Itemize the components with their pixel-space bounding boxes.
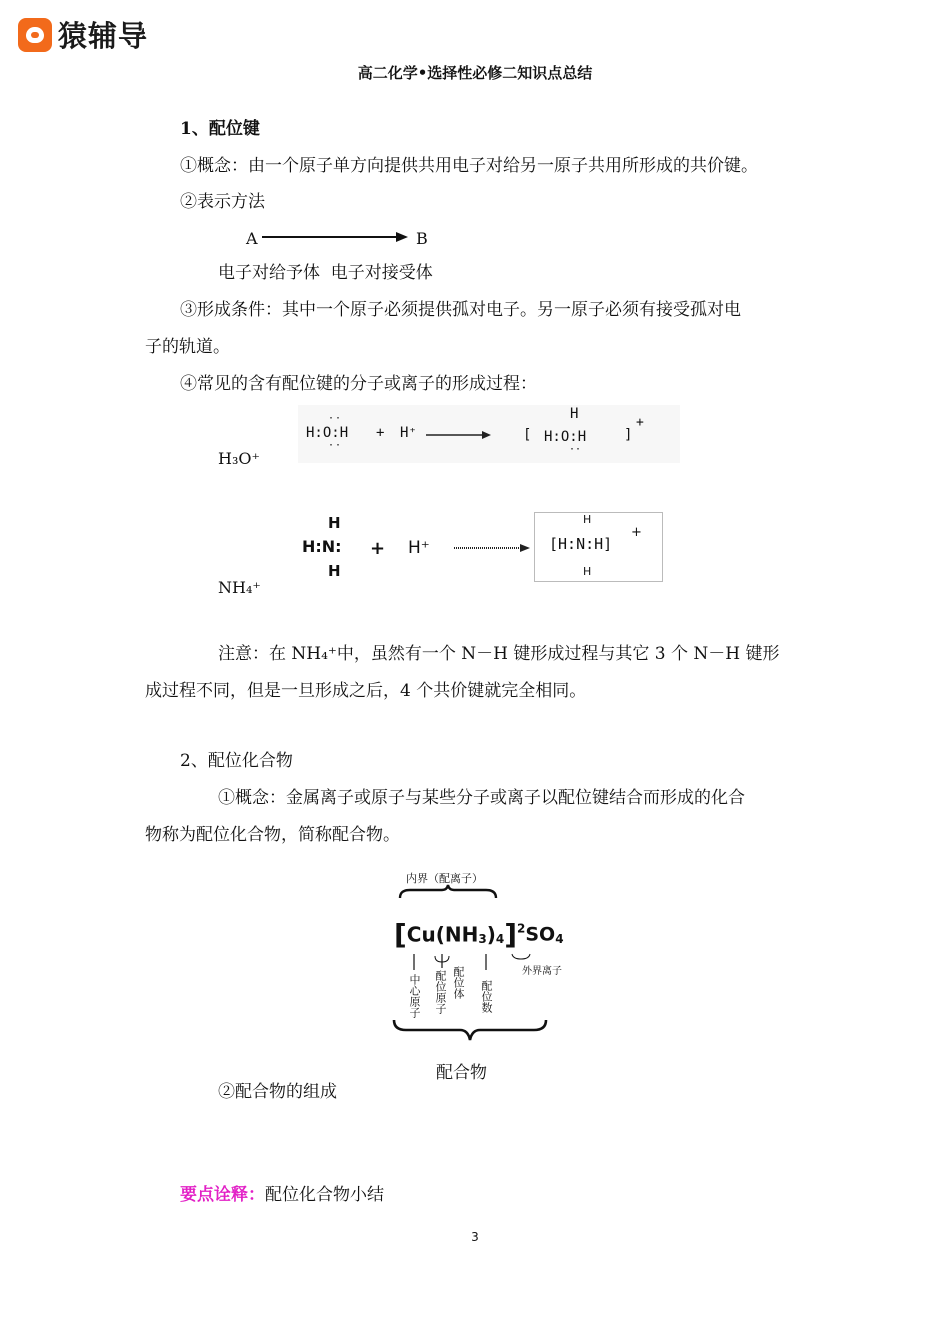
formula-bracket-close: ] (504, 918, 517, 951)
nh4-product: [H:N:H] (549, 535, 613, 553)
formula-charge: 2 (517, 921, 526, 936)
nh4-label: NH₄⁺ (218, 578, 261, 597)
ligand-label: 配位体 (452, 966, 465, 999)
nh4-bottom-h: H (583, 565, 592, 578)
section1-common: ④常见的含有配位键的分子或离子的形成过程： (180, 374, 537, 394)
reaction-arrow-icon-2 (454, 543, 532, 553)
monkey-logo-icon (18, 18, 52, 52)
section2-concept-line2: 物称为配位化合物，简称配合物。 (145, 825, 400, 845)
lone-pair-dots-bottom: ·· (328, 440, 343, 451)
section1-concept: ①概念：由一个原子单方向提供共用电子对给另一原子共用所形成的共价键。 (180, 156, 758, 176)
arrow-right-label: B (416, 229, 428, 248)
page-header-title: 高二化学•选择性必修二知识点总结 (357, 64, 593, 82)
nh3-molecule: H:N: (302, 537, 342, 556)
composition-label: ②配合物的组成 (218, 1082, 337, 1102)
inner-sphere-label: 内界（配离子） (406, 872, 483, 885)
reaction-arrow-icon (426, 430, 492, 440)
proton-2: H⁺ (408, 538, 430, 558)
plus-sign-2: + (370, 538, 386, 559)
lone-pair-dots-top: ·· (328, 413, 343, 424)
section1-heading: 1、配位键 (180, 119, 260, 139)
formula-sub-so: 4 (555, 932, 564, 947)
center-atom-label: 中心原子 (408, 974, 421, 1018)
summary-text: 配位化合物小结 (265, 1185, 384, 1205)
summary-line (180, 1184, 384, 1206)
bracket-close: ] (624, 427, 633, 443)
formula-paren: ) (486, 922, 496, 947)
section1-method: ②表示方法 (180, 192, 265, 212)
section2-concept-line1: ①概念：金属离子或原子与某些分子或离子以配位键结合而形成的化合 (218, 788, 745, 808)
bracket-open: [ (523, 427, 532, 443)
h3o-reaction (298, 405, 680, 463)
proton: H⁺ (400, 425, 417, 441)
coord-atom-label: 配位原子 (434, 970, 447, 1014)
charge: + (636, 415, 644, 430)
arrow-left-label: A (246, 229, 258, 248)
formula-bracket-open: [ (394, 918, 407, 951)
nh4-reaction (298, 510, 668, 585)
outer-ion-label: 外界离子 (522, 966, 562, 977)
nh3-bottom-h: H (328, 562, 341, 580)
complex-formula (394, 918, 564, 951)
section2-heading: 2、配位化合物 (180, 751, 293, 771)
arrow-caption: 电子对给予体 电子对接受体 (218, 263, 433, 283)
formula-sub3: 3 (478, 932, 487, 947)
formula-core: Cu(NH (406, 922, 479, 947)
outer-brace-icon (390, 1018, 550, 1044)
inner-brace-icon (398, 884, 498, 900)
formula-sub4: 4 (495, 932, 505, 947)
product-lone-pair-icon: ·· (569, 444, 582, 455)
note-line2: 成过程不同，但是一旦形成之后，4 个共价键就完全相同。 (145, 681, 587, 701)
summary-label: 要点诠释： (180, 1185, 265, 1205)
coordinate-bond-arrow (260, 229, 410, 245)
h3o-reactant: H:O:H (306, 425, 349, 441)
page-number: 3 (471, 1230, 479, 1244)
brand-logo (18, 14, 148, 55)
complex-bottom-label: 配合物 (436, 1063, 487, 1083)
plus-sign: + (376, 425, 385, 441)
note-line1: 注意：在 NH₄⁺中，虽然有一个 N－H 键形成过程与其它 3 个 N－H 键形 (218, 644, 780, 664)
coord-number-label: 配位数 (480, 980, 493, 1013)
section1-condition-line1: ③形成条件：其中一个原子必须提供孤对电子。另一原子必须有接受孤对电 (180, 300, 741, 320)
h3o-label: H₃O⁺ (218, 449, 260, 468)
h3o-product: H:O:H (544, 429, 587, 445)
brand-name: 猿辅导 (58, 19, 149, 53)
nh3-top-h: H (328, 514, 341, 532)
nh4-charge: + (631, 525, 642, 540)
complex-compound-figure (380, 868, 570, 1083)
section1-condition-line2: 子的轨道。 (145, 337, 230, 357)
nh4-product-box (534, 512, 663, 582)
h3o-top-h: H (570, 406, 579, 422)
formula-so: SO (525, 923, 556, 946)
nh4-top-h: H (583, 513, 592, 526)
